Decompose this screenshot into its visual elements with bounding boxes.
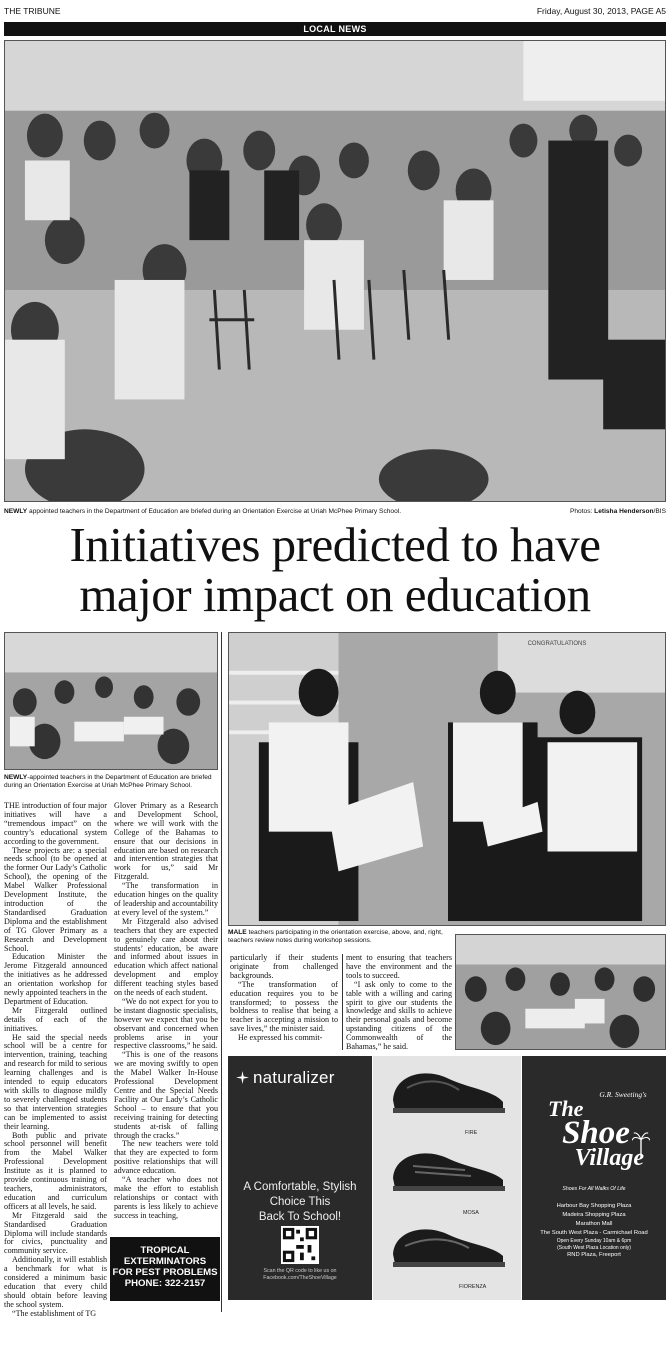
headline-line-2: major impact on education xyxy=(79,567,591,622)
caption-lead: MALE xyxy=(228,929,247,936)
palm-tree-icon xyxy=(632,1130,650,1158)
column-rule xyxy=(342,954,343,1050)
location: Harbour Bay Shopping Plaza xyxy=(556,1203,632,1209)
article-column-3 xyxy=(230,954,338,1050)
location: RND Plaza, Freeport xyxy=(567,1252,621,1259)
location: The South West Plaza - Carmichael Road xyxy=(540,1230,648,1236)
headline-line-1: Initiatives predicted to have xyxy=(69,517,601,572)
paragraph: The new teachers were told that they are expected to form positive relationships that will advance education. xyxy=(114,1139,218,1176)
male-teachers-image xyxy=(229,633,665,925)
shoe-name: MOSA xyxy=(463,1210,479,1216)
store-hours: Open Every Sunday 10am & 6pm xyxy=(556,1238,632,1244)
logo-word: Shoe xyxy=(562,1115,630,1151)
article-column-2 xyxy=(114,802,218,1234)
congratulations-banner: CONGRATULATIONS xyxy=(527,640,587,647)
shoe-models-ad xyxy=(373,1056,521,1300)
paragraph: Additionally, it will establish a benchmark for what is considered a minimum basic education that every child should obtain before leaving the school system. xyxy=(4,1255,107,1309)
naturalizer-brand xyxy=(236,1068,335,1088)
headline xyxy=(4,517,666,622)
ad-line: FOR PEST PROBLEMS xyxy=(112,1267,218,1278)
male-teachers-photo xyxy=(228,632,666,926)
tag-line: Back To School! xyxy=(258,1211,342,1223)
paragraph: “The establishment of TG xyxy=(12,1308,97,1318)
seated-teachers-image xyxy=(456,935,665,1049)
logo-word: The xyxy=(548,1096,584,1121)
caption-text: appointed teachers in the Department of Education are briefed during an Orientation Exercise at Uriah McPhee Primary School. xyxy=(27,508,402,515)
main-photo-caption xyxy=(4,508,464,516)
caption-text: -appointed teachers in the Department of Education are briefed during an Orientation Exercise at Uriah McPhee Primary School. xyxy=(4,774,212,789)
tag-line: A Comfortable, Stylish xyxy=(243,1181,357,1193)
photo-credit xyxy=(570,508,666,515)
small-photo xyxy=(4,632,218,770)
paragraph: Mr Fitzgerald said the Standardised Graduation Diploma will include standards for civics, punctuality and community service. xyxy=(4,1210,107,1256)
shoe-village-logo xyxy=(548,1096,644,1171)
male-photo-caption xyxy=(228,929,450,945)
small-photo-caption xyxy=(4,774,218,790)
brand-name: naturalizer xyxy=(253,1068,335,1087)
paragraph: He said the special needs school will be a centre for intervention, training, teaching and research for mild to serious learning challenges and is intended to equip educators with skills to diagnose mildly to severely challenged students so that intervention strategies can be implemented to assist their learning. xyxy=(4,1032,107,1131)
store-hours-note: (South West Plaza Location only) xyxy=(557,1244,631,1251)
newspaper-name: THE TRIBUNE xyxy=(4,6,61,16)
section-banner: LOCAL NEWS xyxy=(4,22,666,36)
paragraph: These projects are: a special needs school (to be opened at the former Our Lady’s Catholic School), the opening of the Mabel Walker Professional Development Institute, the introduction of the Standardised Graduation Diploma and the establishment of TG Glover Primary as a Research and Development School. xyxy=(4,845,107,953)
location: Madeira Shopping Plaza xyxy=(562,1212,626,1218)
ad-line: EXTERMINATORS xyxy=(123,1256,207,1267)
paragraph: “I ask only to come to the table with a willing and caring spirit to give our students the knowledge and skills to achieve their personal goals and become upstanding citizens of the Commonwealth of the Bahamas,” he said. xyxy=(346,979,452,1052)
shoe-village-slogan: Shoes For All Walks Of Life xyxy=(562,1186,626,1192)
caption-text: teachers participating in the orientation exercise, above, and, right, teachers review notes during workshop sessions. xyxy=(228,929,443,944)
shoe-name: FIRE xyxy=(465,1130,478,1136)
paragraph: “This is one of the reasons we are moving swiftly to open the Mabel Walker In-House Professional Development Centre and the Special Needs Facility at Our Lady’s Catholic School – to ensure that you receiving training for detecting students at-risk of falling through the cracks.” xyxy=(114,1050,218,1140)
location: Marathon Mall xyxy=(575,1221,613,1227)
paragraph: THE introduction of four major initiatives will have a “tremendous impact” on the country’s educational system according to the government. xyxy=(4,801,107,846)
article-column-1 xyxy=(4,801,107,1318)
shoe-fiorenza-image xyxy=(385,1216,511,1276)
paragraph: He expressed his commit- xyxy=(238,1033,323,1043)
store-locations xyxy=(526,1202,662,1260)
paragraph: ment to ensuring that teachers have the environment and the tools to succeed. xyxy=(346,953,452,980)
column-rule xyxy=(221,632,222,1312)
shoe-fire-image xyxy=(385,1062,511,1122)
shoe-name: FIORENZA xyxy=(459,1284,487,1290)
shoe-mosa-image xyxy=(385,1140,511,1200)
caption-lead: NEWLY xyxy=(4,774,28,781)
paragraph: “A teacher who does not make the effort to establish relationships or contact with parents is less likely to achieve success in teaching, xyxy=(114,1175,218,1220)
shoe-village-ad xyxy=(522,1056,666,1300)
right-photo xyxy=(455,934,666,1050)
paragraph: Glover Primary as a Research and Development School, where we will work with the College of the Bahamas to ensure that our decisions in education are based on research and intervention strategies that work for us,” said Mr Fitzgerald. xyxy=(114,801,218,882)
paragraph: Education Minister the Jerome Fitzgerald announced the initiatives as he addressed an orientation workshop for newly appointed teachers in the Department of Education. xyxy=(4,952,107,1006)
logo-word: Village xyxy=(574,1145,644,1171)
qr-scan-text: Scan the QR code to like us on Facebook.com/TheShoeVillage xyxy=(263,1268,337,1281)
paragraph: particularly if their students originate from challenged backgrounds. xyxy=(230,953,338,980)
qr-code-icon xyxy=(281,1226,319,1264)
ad-line: TROPICAL xyxy=(140,1245,190,1256)
paragraph: Both public and private school personnel will benefit from the Mabel Walker Professional Development Institute as it is planned to provide continuous training of teachers, administrators, education and curriculum officers at all levels, he said. xyxy=(4,1130,107,1211)
credit-name: Letisha Henderson xyxy=(594,508,654,515)
paragraph: Mr Fitzgerald outlined details of each of the initiatives. xyxy=(4,1005,107,1033)
ad-phone: PHONE: 322-2157 xyxy=(124,1278,206,1289)
classroom-photo xyxy=(5,41,665,501)
tag-line: Choice This xyxy=(269,1196,331,1208)
naturalizer-logo-icon xyxy=(236,1071,249,1084)
date-page: Friday, August 30, 2013, PAGE A5 xyxy=(536,6,666,16)
workshop-photo xyxy=(5,633,217,769)
caption-lead: NEWLY xyxy=(4,508,28,515)
credit-label: Photos: xyxy=(569,508,595,515)
owner-name: G.R. Sweeting's xyxy=(599,1090,647,1099)
paragraph: “The transformation of education requires you to be transformed; to possess the boldness to realise that being a teacher is accepting a mission to save lives,” the minister said. xyxy=(230,979,338,1034)
article-column-4 xyxy=(346,954,452,1050)
paragraph: “We do not expect for you to be instant diagnostic specialists, however we expect that you be observant and concerned when problems arise in your respective classrooms,” he said. xyxy=(114,996,218,1051)
paragraph: “The transformation in education hinges on the quality of leadership and accountability at every level of the system.” xyxy=(114,881,218,917)
naturalizer-ad xyxy=(228,1056,372,1300)
pest-control-ad xyxy=(110,1237,220,1301)
folio xyxy=(0,0,670,22)
main-photo xyxy=(4,40,666,502)
paragraph: Mr Fitzgerald also advised teachers that they are expected to genuinely care about their students’ education, be aware and informed about issues in education which affect national development and employ different teaching styles based on the needs of each student. xyxy=(114,916,218,998)
credit-agency: /BIS xyxy=(653,508,666,515)
naturalizer-tagline xyxy=(236,1180,364,1225)
